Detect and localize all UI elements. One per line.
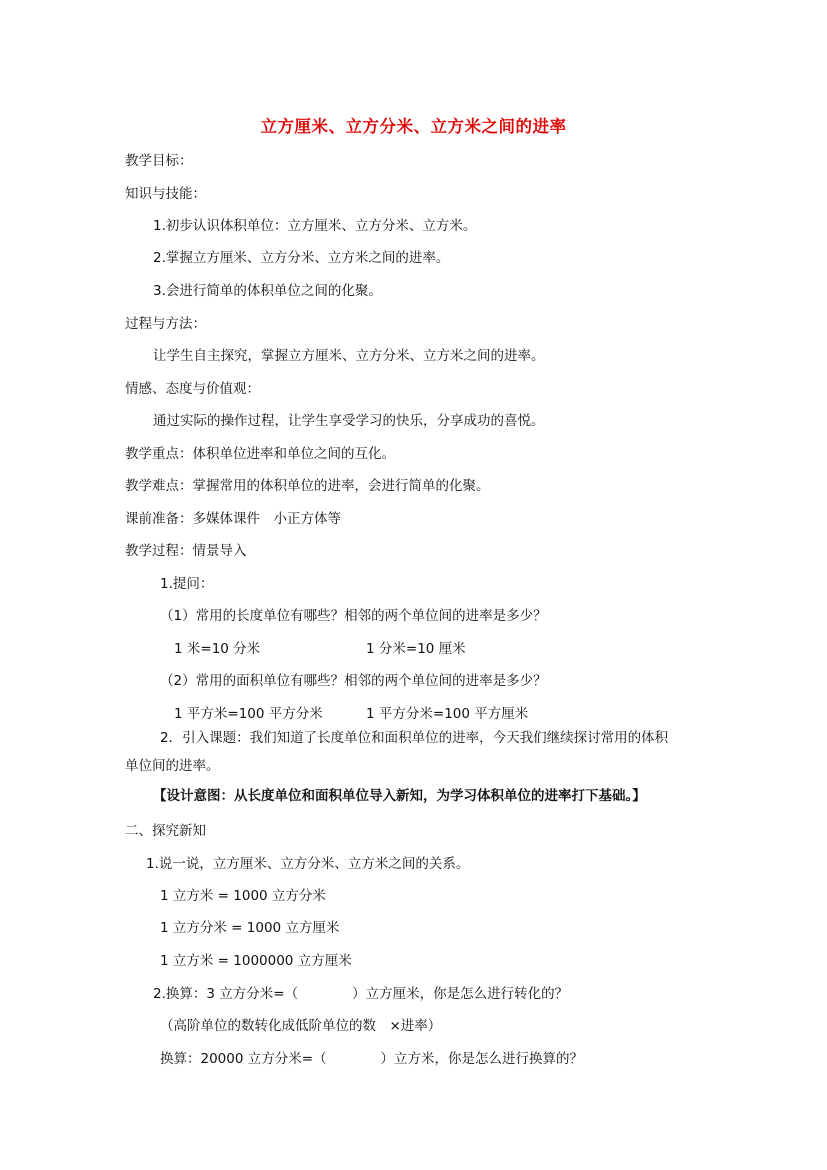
objective-item-3: 3.会进行简单的体积单位之间的化聚。 [153,283,382,299]
conversion-question-1: 2.换算：3 立方分米=（ ）立方厘米，你是怎么进行转化的？ [153,986,569,1002]
question-1: （1）常用的长度单位有哪些？相邻的两个单位间的进率是多少？ [160,608,547,624]
attitude-text: 通过实际的操作过程，让学生享受学习的快乐，分享成功的喜悦。 [153,413,545,429]
section-heading-objectives: 教学目标： [125,153,193,169]
area-fact-1: 1 平方米=100 平方分米 [174,706,323,722]
volume-fact-1: 1 立方米 = 1000 立方分米 [160,888,326,904]
objective-item-1: 1.初步认识体积单位：立方厘米、立方分米、立方米。 [153,218,477,234]
volume-fact-3: 1 立方米 = 1000000 立方厘米 [160,953,352,969]
question-2: （2）常用的面积单位有哪些？相邻的两个单位间的进率是多少？ [160,673,547,689]
section-heading-process: 过程与方法： [125,316,206,332]
process-text: 让学生自主探究，掌握立方厘米、立方分米、立方米之间的进率。 [153,348,545,364]
length-fact-1: 1 米=10 分米 [174,641,261,657]
length-fact-2: 1 分米=10 厘米 [366,641,466,657]
teaching-process: 教学过程：情景导入 [125,543,247,559]
section-heading-knowledge: 知识与技能： [125,186,206,202]
question-heading: 1.提问： [160,576,214,592]
volume-fact-2: 1 立方分米 = 1000 立方厘米 [160,920,340,936]
explore-item-1: 1.说一说，立方厘米、立方分米、立方米之间的关系。 [146,856,470,872]
conversion-rule: （高阶单位的数转化成低阶单位的数 ×进率） [160,1018,442,1034]
intro-topic-line-2: 单位间的进率。 [125,758,220,774]
section-heading-attitude: 情感、态度与价值观： [125,381,260,397]
document-title: 立方厘米、立方分米、立方米之间的进率 [260,117,567,136]
area-fact-2: 1 平方分米=100 平方厘米 [366,706,529,722]
intro-topic-line-1: 2．引入课题：我们知道了长度单位和面积单位的进率，今天我们继续探讨常用的体积 [160,730,669,746]
conversion-question-2: 换算：20000 立方分米=（ ）立方米，你是怎么进行换算的？ [160,1051,584,1067]
design-intent: 【设计意图：从长度单位和面积单位导入新知，为学习体积单位的进率打下基础。】 [153,788,646,804]
section-heading-explore: 二、探究新知 [125,823,206,839]
teaching-difficulty: 教学难点：掌握常用的体积单位的进率，会进行简单的化聚。 [125,478,490,494]
objective-item-2: 2.掌握立方厘米、立方分米、立方米之间的进率。 [153,250,450,266]
preparation: 课前准备：多媒体课件 小正方体等 [125,511,341,527]
teaching-focus: 教学重点：体积单位进率和单位之间的互化。 [125,446,395,462]
